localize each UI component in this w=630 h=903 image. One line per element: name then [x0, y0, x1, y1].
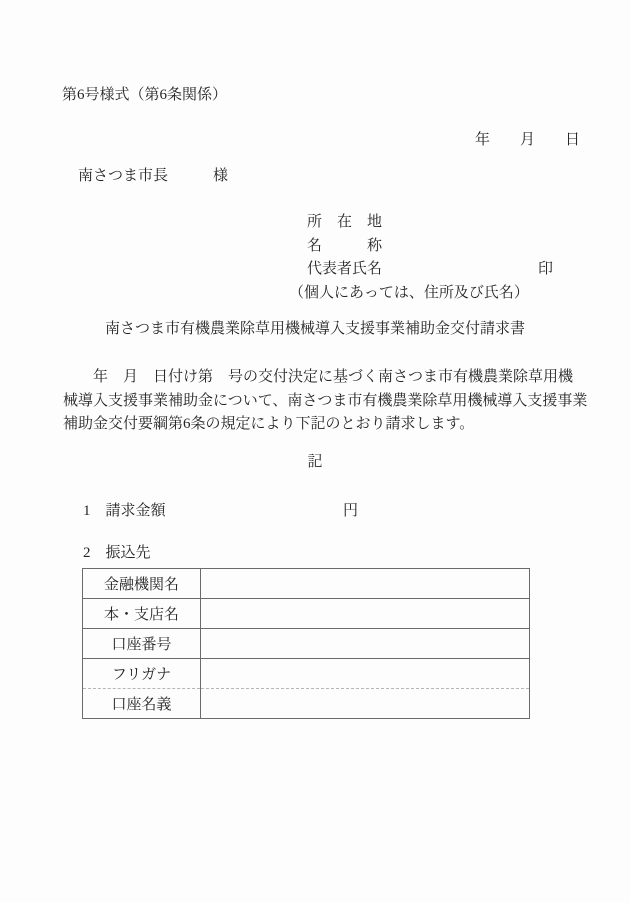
row-label: 口座名義 [83, 689, 201, 719]
amount-unit-yen: 円 [343, 503, 359, 519]
row-label: フリガナ [83, 659, 201, 689]
document-title: 南さつま市有機農業除草用機械導入支援事業補助金交付請求書 [104, 321, 525, 337]
item-claim-amount [83, 503, 359, 519]
transfer-table [82, 568, 530, 719]
item-label: 請求金額 [105, 503, 166, 519]
issue-date-line: 年 月 日 [475, 132, 581, 148]
item-bank-transfer [83, 546, 151, 561]
body-paragraph [63, 366, 603, 437]
row-value [201, 629, 530, 659]
table-row-account-holder [83, 689, 530, 719]
table-row-branch-name [83, 599, 530, 629]
row-label: 金融機関名 [83, 569, 201, 599]
row-value [201, 569, 530, 599]
applicant-block [289, 211, 554, 305]
body-line-3: 補助金交付要綱第6条の規定により下記のとおり請求します。 [63, 416, 475, 432]
row-value [201, 599, 530, 629]
item-number: 1 [83, 503, 91, 519]
table-row-furigana [83, 659, 530, 689]
item-number: 2 [83, 545, 91, 561]
item-label: 振込先 [105, 545, 151, 561]
row-label: 口座番号 [83, 629, 201, 659]
body-line-1: 年 月 日付け第 号の交付決定に基づく南さつま市有機農業除草用機 [63, 369, 574, 385]
representative-label: 代表者氏名 [307, 261, 383, 277]
row-value [201, 659, 530, 689]
individual-note: （個人にあっては、住所及び氏名） [289, 284, 529, 301]
seal-mark: 印 [538, 261, 554, 277]
row-label: 本・支店名 [83, 599, 201, 629]
body-line-2: 械導入支援事業補助金について、南さつま市有機農業除草用機械導入支援事業 [63, 392, 588, 409]
name-label-line: 名 称 [307, 237, 383, 254]
representative-line [307, 258, 554, 282]
row-value [201, 689, 530, 719]
table-row-financial-institution [83, 569, 530, 599]
section-marker-ki: 記 [307, 454, 323, 470]
form-number: 第6号様式（第6条関係） [62, 87, 228, 103]
addressee-line: 南さつま市長 様 [78, 168, 229, 184]
table-row-account-number [83, 629, 530, 659]
address-label-line: 所 在 地 [307, 214, 383, 230]
